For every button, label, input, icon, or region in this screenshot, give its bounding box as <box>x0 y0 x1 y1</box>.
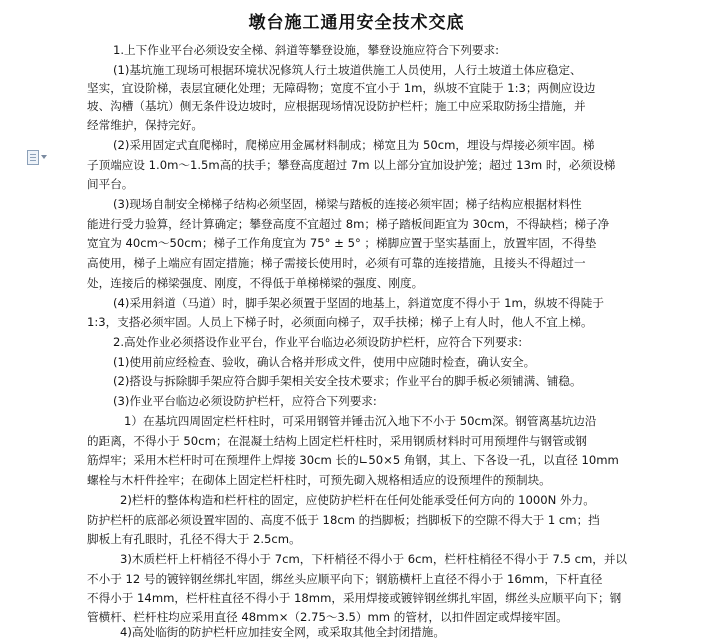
section-heading: 2.高处作业必须搭设作业平台，作业平台临边必须设防护栏杆，应符合下列要求: <box>113 335 523 349</box>
document-title: 墩台施工通用安全技术交底 <box>248 13 465 33</box>
paragraph-line: 能进行受力验算，经计算确定；攀登高度不宜超过 8m；梯子踏板间距宜为 30cm，不得缺档；梯子净 <box>87 217 610 231</box>
paragraph-line: 螺栓与木杆件拴牢；在砌体上固定栏杆柱时，可预先砌入规格相适应的设预埋件的预制块。 <box>87 473 551 487</box>
paragraph-line: (2)采用固定式直爬梯时，爬梯应用金属材料制成；梯宽且为 50cm，埋设与焊接必须牢固。梯 <box>113 138 595 152</box>
paragraph-line: 筋焊牢；采用木栏杆时可在预埋件上焊接 30cm 长的∟50×5 角钢，其上、下各设一孔，以直径 10mm <box>87 453 619 467</box>
paragraph-line: 坡、沟槽（基坑）侧无条件设边坡时，应根据现场情况设防护栏杆；施工中应采取防扬尘措施，并 <box>87 99 586 113</box>
paragraph-line: 处，连接后的梯梁强度、刚度，不得低于单梯梯梁的强度、刚度。 <box>87 276 424 290</box>
paragraph-line: 不小于 12 号的镀锌钢丝绑扎牢固，绑丝头应顺平向下；钢筋横杆上直径不得小于 16mm，下杆直径 <box>87 572 603 586</box>
paragraph-line: (3)现场自制安全梯梯子结构必须坚固，梯梁与踏板的连接必须牢固；梯子结构应根据材料性 <box>113 197 582 211</box>
paragraph-line: (1)基坑施工现场可根据环境状况修筑人行土坡道供施工人员使用，人行土坡道土体应稳定、 <box>113 63 582 77</box>
section-heading: 1.上下作业平台必须设安全梯、斜道等攀登设施，攀登设施应符合下列要求: <box>113 43 499 57</box>
paragraph-line: 不得小于 14mm，栏杆柱直径不得小于 18mm，采用焊接或镀锌钢丝绑扎牢固，绑丝头应顺平向下；钢 <box>87 591 622 605</box>
paragraph-line: (3)作业平台临边必须设防护栏杆，应符合下列要求: <box>113 394 377 408</box>
paragraph-line: (4)采用斜道（马道）时，脚手架必须置于坚固的地基上，斜道宽度不得小于 1m，纵坡不得陡于 <box>113 296 604 310</box>
paragraph-line: 子顶端应设 1.0m～1.5m高的扶手；攀登高度超过 7m 以上部分宜加设护笼；超过 13m 时，必须设梯 <box>87 158 616 172</box>
paragraph-line: 脚板上有孔眼时，孔径不得大于 2.5cm。 <box>87 532 301 546</box>
document-icon[interactable] <box>27 150 49 166</box>
paragraph-line: 管横杆、栏杆柱均应采用直径 48mm×（2.75～3.5）mm 的管材，以扣件固定或焊接牢固。 <box>87 610 568 624</box>
paragraph-line: 4)高处临街的防护栏杆应加挂安全网，或采取其他全封闭措施。 <box>120 625 445 639</box>
paragraph-line: (1)使用前应经检查、验收，确认合格并形成文件，使用中应随时检查，确认安全。 <box>113 355 536 369</box>
paragraph-line: (2)搭设与拆除脚手架应符合脚手架相关安全技术要求；作业平台的脚手板必须铺满、铺稳。 <box>113 374 582 388</box>
paragraph-line: 坚实，宜设阶梯，表层宜硬化处理；无障碍物；宽度不宜小于 1m，纵坡不宜陡于 1:3；两侧应设边 <box>87 81 596 95</box>
paragraph-line: 的距离，不得小于 50cm；在混凝土结构上固定栏杆柱时，采用钢质材料时可用预埋件与钢管或钢 <box>87 434 587 448</box>
chevron-down-icon <box>41 155 47 159</box>
paragraph-line: 3)木质栏杆上杆梢径不得小于 7cm，下杆梢径不得小于 6cm，栏杆柱梢径不得小于 7.5 cm，并以 <box>120 552 628 566</box>
paragraph-line: 防护栏杆的底部必须设置牢固的、高度不低于 18cm 的挡脚板；挡脚板下的空隙不得大于 1 cm；挡 <box>87 513 600 527</box>
paragraph-line: 经常维护，保持完好。 <box>87 118 203 132</box>
paragraph-line: 2)栏杆的整体构造和栏杆柱的固定，应使防护栏杆在任何处能承受任何方向的 1000N 外力。 <box>120 493 595 507</box>
paragraph-line: 宽宜为 40cm～50cm；梯子工作角度宜为 75° ± 5° ；梯脚应置于坚实基面上，放置牢固，不得垫 <box>87 236 597 250</box>
paragraph-line: 高使用，梯子上端应有固定措施；梯子需接长使用时，必须有可靠的连接措施，且接头不得超过一 <box>87 256 586 270</box>
paragraph-line: 间平台。 <box>87 177 134 191</box>
paragraph-line: 1）在基坑四周固定栏杆柱时，可采用钢管并锤击沉入地下不小于 50cm深。钢管离基坑边沿 <box>124 414 597 428</box>
paragraph-line: 1:3，支搭必须牢固。人员上下梯子时，必须面向梯子，双手扶梯；梯子上有人时，他人不宜上梯。 <box>87 315 593 329</box>
